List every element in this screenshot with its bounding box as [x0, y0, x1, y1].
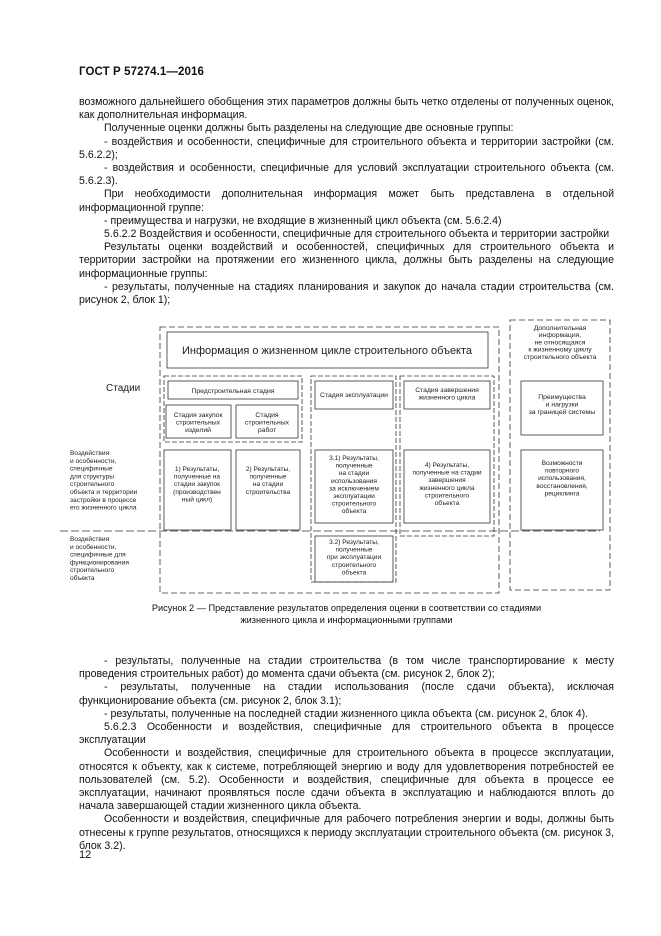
diagram-title: Информация о жизненном цикле строительного объекта [181, 345, 473, 357]
body-text-top [79, 96, 614, 307]
figure-caption [79, 602, 614, 626]
block-recycle [521, 450, 603, 530]
paragraph: При необходимости дополнительная информация может быть представлена в отдельной информационной группе: [79, 188, 614, 214]
paragraph: возможного дальнейшего обобщения этих параметров должны быть четко отделены от полученных оценок, как дополнительная информация. [79, 96, 614, 122]
stage-construction-box [236, 405, 298, 438]
paragraph: - воздействия и особенности, специфичные для строительного объекта и территории застройки (см. 5.6.2.2); [79, 135, 614, 161]
block-3-2 [315, 536, 393, 582]
extra-info-label: Дополнительная информация, не относящаяся к жизненному циклу строительного объекта [523, 325, 597, 361]
stage-procurement-box [166, 405, 231, 438]
extra-benefits-label: Преимущества и нагрузки за границей системы [528, 394, 596, 416]
row2-label: Воздействия и особенности, специфичные для функционирования строительного объекта [70, 536, 129, 582]
paragraph: - результаты, полученные на стадии строительства (в том числе транспортирование к месту проведения строительных работ) до момента сдачи объекта (см. рисунок 2, блок 2); [79, 655, 614, 681]
stage-preconstruction-box [164, 376, 302, 442]
paragraph: 5.6.2.2 Воздействия и особенности, специфичные для строительного объекта и территории застройки [104, 228, 610, 241]
document-header: ГОСТ Р 57274.1—2016 [79, 66, 204, 78]
stage-operation-inner [315, 381, 393, 409]
paragraph: - результаты, полученные на последней стадии жизненного цикла объекта (см. рисунок 2, блок 4). [104, 707, 589, 720]
paragraph: Результаты оценки воздействий и особенностей, специфичных для строительного объекта и территории застройки на протяжении его жизненного цикла, должны быть разделены на следующие информационные группы: [79, 241, 614, 280]
page-number: 12 [79, 849, 92, 861]
block-4-label: 4) Результаты, полученные на стадии завершения жизненного цикла строительного объекта [412, 462, 482, 507]
stage-end-box [400, 376, 494, 536]
extra-info-frame [510, 320, 610, 590]
stage-construction-label: Стадия строительных работ [244, 412, 290, 434]
outer-dashed-frame [160, 327, 499, 593]
paragraph: - результаты, полученные на стадиях планирования и закупок до начала стадии строительства (см. рисунок 2, блок 1); [79, 280, 614, 307]
caption-line-1: Рисунок 2 — Представление результатов определения оценки в соответствии со стадиями [151, 603, 542, 613]
paragraph: Особенности и воздействия, специфичные для рабочего потребления энергии и воды, должны быть отнесены к группе результатов, относящихся к периоду эксплуатации строительного объекта (см. рисунок 3, блок 3.2). [79, 813, 614, 852]
stage-end-inner [404, 381, 490, 409]
stages-label: Стадии [106, 383, 141, 394]
block-4 [404, 450, 490, 523]
block-2 [236, 450, 300, 530]
block-2-label: 2) Результаты, полученные на стадии строительства [245, 466, 291, 496]
body-text-bottom [79, 655, 614, 853]
row1-label: Воздействия и особенности, специфичные для структуры строительного объекта и территории застройки в процессе его жизненного цикла [70, 450, 138, 512]
stage-end-label: Стадия завершения жизненного цикла [415, 387, 479, 402]
stage-preconstruction-label: Предстроительная стадия [191, 388, 275, 395]
stage-procurement-label: Стадия закупок строительных изделий [173, 412, 223, 434]
paragraph: Особенности и воздействия, специфичные для строительного объекта в процессе эксплуатации, относятся к объекту, как к системе, потребляющей энергию и воду для удовлетворения потребностей ее пользователей (см. 5.2). Особенности и воздействия, специфичные для объекта в процессе ее эксплуатации, начинают проявляться после сдачи объекта в эксплуатацию и наблюдаются вплоть до начала завершающей стадии жизненного цикла объекта. [79, 747, 614, 813]
paragraph: - преимущества и нагрузки, не входящие в жизненный цикл объекта (см. 5.6.2.4) [104, 214, 502, 227]
block-3-1 [315, 450, 393, 523]
block-1-label: 1) Результаты, полученные на стадии закупок (производствен ный цикл) [173, 466, 221, 504]
paragraph: - результаты, полученные на стадии использования (после сдачи объекта), исключая функционирование объекта (см. рисунок 2, блок 3.1); [79, 681, 614, 707]
stage-operation-label: Стадия эксплуатации [320, 392, 388, 399]
block-1 [164, 450, 231, 530]
stage-operation-box [311, 376, 396, 582]
block-3-1-label: 3.1) Результаты, полученные на стадии использования за исключением эксплуатации строительного объекта [329, 455, 379, 516]
paragraph: - воздействия и особенности, специфичные для условий эксплуатации строительного объекта (см. 5.6.2.3). [79, 162, 614, 188]
paragraph: 5.6.2.3 Особенности и воздействия, специфичные для строительного объекта в процессе эксплуатации [79, 721, 614, 747]
extra-benefits-box [521, 381, 603, 435]
caption-line-2: жизненного цикла и информационными группами [240, 615, 453, 625]
paragraph: Полученные оценки должны быть разделены на следующие две основные группы: [104, 122, 514, 135]
block-3-2-label: 3.2) Результаты, полученные при эксплуатации строительного объекта [326, 539, 382, 577]
title-box [167, 332, 488, 368]
stage-preconstruction-inner [168, 381, 298, 399]
block-recycle-label: Возможности повторного использования, восстановления, рециклинга [536, 460, 588, 498]
